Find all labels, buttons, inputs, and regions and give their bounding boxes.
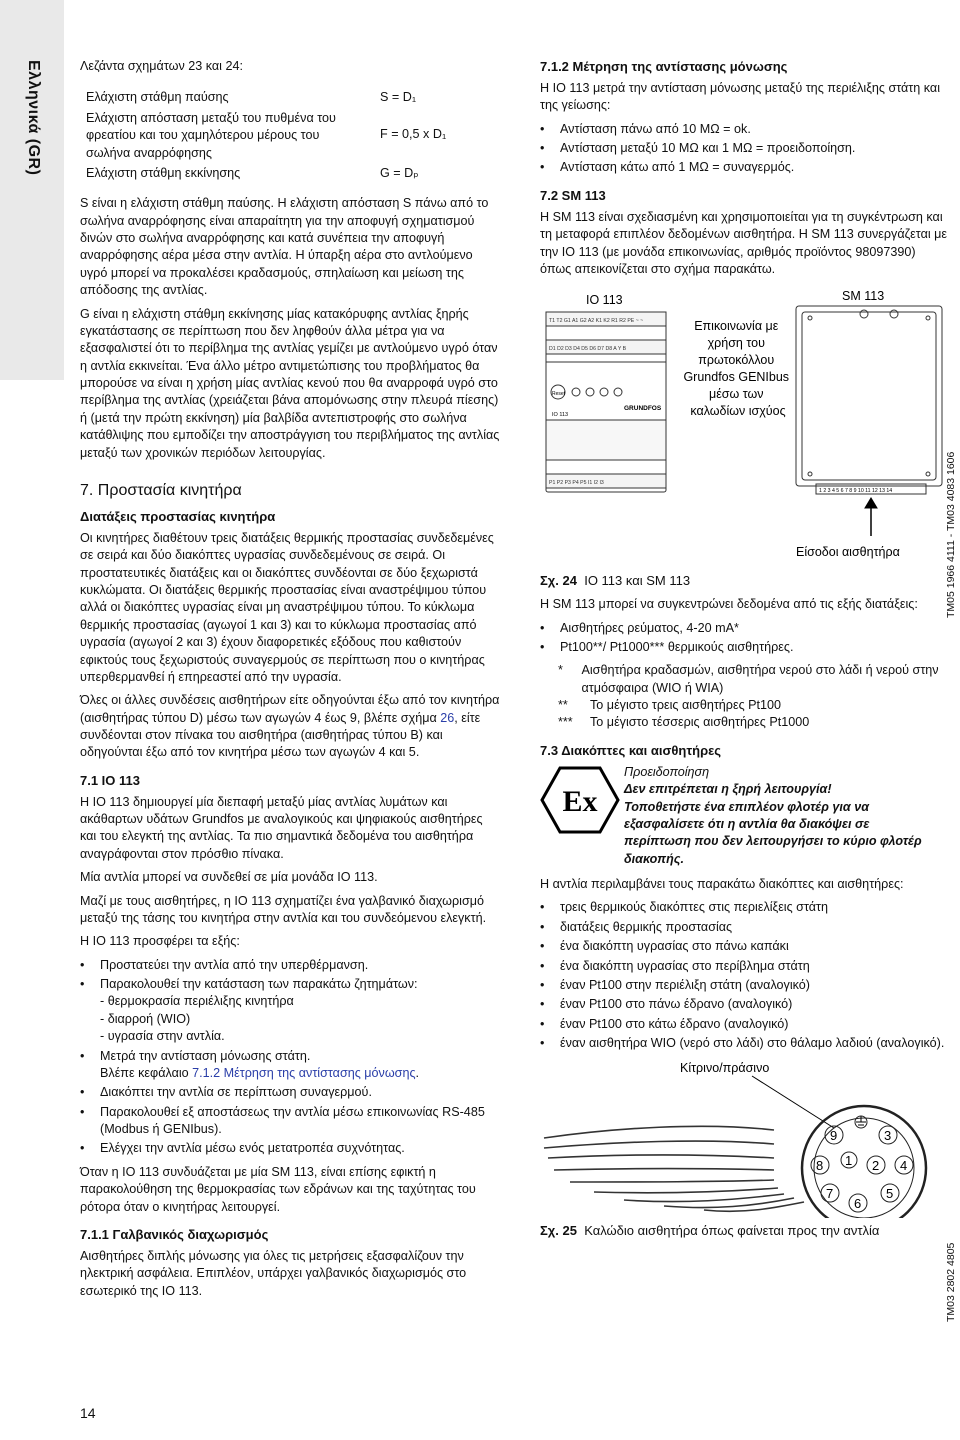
pin-label: 8 <box>816 1158 824 1174</box>
footnote: ** Το μέγιστο τρεις αισθητήρες Pt100 <box>558 698 782 713</box>
list-item: • Προστατεύει την αντλία από την υπερθέρμανση. <box>80 957 500 974</box>
pin-label: 1 <box>845 1153 853 1169</box>
legend-row <box>86 89 500 109</box>
list-item: • ένα διακόπτη υγρασίας στο πάνω καπάκι <box>540 938 950 955</box>
paragraph-73: Η αντλία περιλαμβάνει τους παρακάτω διακόπτες και αισθητήρες: <box>540 877 904 891</box>
language-sidebar <box>0 0 64 380</box>
paragraph-71d: Η IO 113 προσφέρει τα εξής: <box>80 934 240 949</box>
section-72-heading: 7.2 SM 113 <box>540 187 606 203</box>
sensor-wires <box>544 1127 804 1212</box>
chapter-712-link[interactable]: 7.1.2 Μέτρηση της αντίστασης μόνωσης <box>192 1065 416 1080</box>
list-item: • έναν Pt100 στην περιέλιξη στάτη (αναλογικό) <box>540 977 950 994</box>
paragraph-sm: Η SM 113 μπορεί να συγκεντρώνει δεδομένα από τις εξής διατάξεις: <box>540 597 918 612</box>
figure-25-drawing <box>534 1058 954 1218</box>
figure-25-caption: Σχ. 25 Καλώδιο αισθητήρα όπως φαίνεται προς την αντλία <box>540 1223 880 1239</box>
sm113-list <box>540 620 950 657</box>
figure-25 <box>534 1058 954 1218</box>
paragraph-72: Η SM 113 είναι σχεδιασμένη και χρησιμοποιείται για τη συγκέντρωση και τη μεταφορά επιπλέον δεδομένων αισθητήρα. Η SM 113 συνεργάζεται με την IO 113 (με μονάδα επικοινωνίας, αριθμός προϊόντος 98097390) όπως απεικονίζεται στο σχήμα παρακάτω. <box>540 209 948 276</box>
pin-label: 5 <box>886 1186 894 1202</box>
list-item: • έναν αισθητήρα WIO (νερό στο λάδι) στο θάλαμο λαδιού (αναλογικό). <box>540 1035 950 1052</box>
sm113-module <box>796 306 942 494</box>
list-item: • Αντίσταση κάτω από 1 MΩ = συναγερμός. <box>540 159 950 176</box>
svg-text:Ex: Ex <box>562 784 598 818</box>
language-label: Ελληνικά (GR) <box>25 60 42 176</box>
sm113-label: SM 113 <box>842 289 885 304</box>
legend-row <box>86 165 500 185</box>
right-column <box>540 58 950 1246</box>
section-7-heading: 7. Προστασία κινητήρα <box>80 481 242 499</box>
list-item: • Αντίσταση μεταξύ 10 MΩ και 1 MΩ = προειδοποίηση. <box>540 140 950 157</box>
figure-25-tm-code: TM03 2802 4805 <box>945 1242 957 1322</box>
io113-name: IO 113 <box>552 412 569 419</box>
paragraph-71a: Η IO 113 δημιουργεί μία διεπαφή μεταξύ μίας αντλίας λυμάτων και ακάθαρτων υδάτων Grundfos με αναλογικούς και ψηφιακούς αισθητήρες και του ελεγκτή της αντλίας. Τα πιο σημαντικά δεδομένα του αισθητήρα αναγράφονται στον πρόσθιο πίνακα. <box>80 794 483 861</box>
figure-24-caption: Σχ. 24 IO 113 και SM 113 <box>540 573 691 589</box>
list-item: • έναν Pt100 στο κάτω έδρανο (αναλογικό) <box>540 1016 950 1033</box>
section-71-heading: 7.1 IO 113 <box>80 772 140 788</box>
legend-title: Λεζάντα σχημάτων 23 και 24: <box>80 59 243 73</box>
legend-table <box>86 89 500 185</box>
figure-24-drawing <box>534 284 954 564</box>
list-item: • Αισθητήρες ρεύματος, 4-20 mA* <box>540 620 950 637</box>
pin-label: 6 <box>854 1196 862 1212</box>
list-item: • Αντίσταση πάνω από 10 MΩ = ok. <box>540 121 950 138</box>
connector-pins <box>816 1128 907 1211</box>
paragraph-g: G είναι η ελάχιστη στάθμη εκκίνησης μίας κατακόρυφης αντλίας ξηρής εγκατάστασης σε περίπτωση που δεν ληφθούν άλλα μέτρα για να εξασφαλιστεί ότι το περίβλημα της αντλίας γεμίζει με αντλούμενο υγρό όταν η αντλία εκκινείται. Ένα άλλο μέτρο αντιμετώπισης του προβλήματος θα μπορούσε να είναι η χρήση μίας αντλίας κενού που θα αναρροφά υγρό στο περίβλημα της αντλίας (χρειάζεται βάνα απομόνωσης στην πλευρά πίεσης) ή (μετά την πρώτη εκκίνηση) μία βαλβίδα αντεπιστροφής στο σωλήνα κατάθλιψης που εμποδίζει την αποστράγγιση του περιβλήματος της αντλίας μεταξύ των χρονικών περιόδων λειτουργίας. <box>80 306 500 460</box>
list-item: • έναν Pt100 στο πάνω έδρανο (αναλογικό) <box>540 996 950 1013</box>
warning-text <box>624 764 924 868</box>
list-item: • Ελέγχει την αντλία μέσω ενός μετατροπέα συχνότητας. <box>80 1140 500 1157</box>
pin-label: 9 <box>830 1128 838 1144</box>
sensor-inputs-label: Είσοδοι αισθητήρα <box>796 545 900 560</box>
list-item: • τρεις θερμικούς διακόπτες στις περιελίξεις στάτη <box>540 899 950 916</box>
legend-value: S = D₁ <box>380 90 417 105</box>
footnotes <box>558 662 950 732</box>
left-column <box>80 58 500 1306</box>
paragraph-s: S είναι η ελάχιστη στάθμη παύσης. Η ελάχιστη απόσταση S πάνω από το σωλήνα αναρρόφησης είναι απαραίτητη για την αποφυγή σχηματισμού δινών στο σωλήνα αναρρόφησης και κατά συνέπεια την αποφυγή αναρρόφησης αέρα μέσα στην αντλία. Η ύπαρξη αέρα στο αντλούμενο υγρό μπορεί να προκαλέσει κραδασμούς, σπηλαίωση και μείωση της απόδοσης της αντλίας. <box>80 196 489 298</box>
paragraph-71e: Όταν η IO 113 συνδυάζεται με μία SM 113, είναι επίσης εφικτή η παρακολούθηση της θερμοκρασίας των εδράνων και της ταχύτητας του ρότορα όταν ο κινητήρας λειτουργεί. <box>80 1164 476 1214</box>
sub-item: - θερμοκρασία περιέλιξης κινητήρα <box>100 994 294 1009</box>
list-item: • ένα διακόπτη υγρασίας στο περίβλημα στάτη <box>540 958 950 975</box>
warning-box <box>540 764 950 868</box>
paragraph-7b: Όλες οι άλλες συνδέσεις αισθητήρων είτε οδηγούνται έξω από τον κινητήρα (αισθητήρας τύπου D) μέσω των αγωγών 4 έως 9, βλέπε σχήμα 26, είτε συνδέονται στον πίνακα του αισθητήρα (αισθητήρας τύπου B) και οδηγούνται έξω από τον κινητήρα μέσω των αγωγών 4 και 5. <box>80 693 500 760</box>
sensor-input-arrow <box>865 498 877 536</box>
paragraph-711: Αισθητήρες διπλής μόνωσης για όλες τις μετρήσεις εξασφαλίζουν την ηλεκτρική ασφάλεια. Επιπλέον, υπάρχει γαλβανικός διαχωρισμός στο εσωτερικό της IO 113. <box>80 1248 467 1298</box>
paragraph-7a: Οι κινητήρες διαθέτουν τρεις διατάξεις θερμικής προστασίας συνδεδεμένες σε σειρά και δύο διακόπτες υγρασίας συνδεδεμένους σε σειρά. Οι προστατευτικές διατάξεις και οι διακόπτες συνδέονται σε δύο ξεχωριστά κυκλώματα. Οι διατάξεις θερμικής προστασίας είναι αναστρέψιμου τύπου αλλά οι διακόπτες υγρασίας είναι μη αναστρέψιμου τύπου. Το κύκλωμα θερμικής προστασίας (αγωγοί 1 και 3) και το κύκλωμα προστασίας από υγρασία (αγωγοί 2 και 3) έχουν διαφορετικές εξόδους που καθιστούν εφικτούς τους ξεχωριστούς συναγερμούς σε περίπτωση που ο κινητήρας υπερθερμανθεί ή επηρεαστεί από την υγρασία. <box>80 530 494 684</box>
list-item: • Μετρά την αντίσταση μόνωσης στάτη. Βλέπε κεφάλαιο 7.1.2 Μέτρηση της αντίστασης μόνωσης. <box>80 1048 500 1083</box>
pin-label: 2 <box>872 1158 880 1174</box>
legend-row <box>86 110 500 165</box>
io113-label: IO 113 <box>586 293 623 308</box>
warning-line-1: Δεν επιτρέπεται η ξηρή λειτουργία! <box>624 782 832 797</box>
section-73-heading: 7.3 Διακόπτες και αισθητήρες <box>540 742 722 758</box>
sm113-terminal-numbers: 1 2 3 4 5 6 7 8 9 10 11 12 13 14 <box>819 488 893 495</box>
legend-label: Ελάχιστη στάθμη εκκίνησης <box>86 165 241 180</box>
list-item: • διατάξεις θερμικής προστασίας <box>540 919 950 936</box>
paragraph-71b: Μία αντλία μπορεί να συνδεθεί σε μία μονάδα IO 113. <box>80 870 378 885</box>
section-712-heading: 7.1.2 Μέτρηση της αντίστασης μόνωσης <box>540 59 788 74</box>
io113-top-terminals: T1 T2 G1 A1 G2 A2 K1 K2 R1 R2 PE ~ ~ <box>549 318 644 325</box>
pin-label: 4 <box>900 1158 908 1174</box>
switches-list <box>540 899 950 1052</box>
list-item: • Παρακολουθεί την κατάσταση των παρακάτω ζητημάτων: - θερμοκρασία περιέλιξης κινητήρα - διαρροή (WIO) - υγρασία στην αντλία. <box>80 976 500 1046</box>
io113-module <box>546 312 666 492</box>
io113-feature-list <box>80 957 500 1158</box>
pin-label: 3 <box>884 1128 892 1144</box>
communication-text: Επικοινωνία με χρήση του πρωτοκόλλου Grundfos GENIbus μέσω των καλωδίων ισχύος <box>683 319 790 419</box>
sub-item: - υγρασία στην αντλία. <box>100 1029 225 1044</box>
legend-label: Ελάχιστη στάθμη παύσης <box>86 90 229 105</box>
figure-24 <box>534 284 954 564</box>
sub-item: - διαρροή (WIO) <box>100 1011 191 1026</box>
legend-label: Ελάχιστη απόσταση μεταξύ του πυθμένα του φρεατίου και του χαμηλότερου μέρους του σωλήνα αναρρόφησης <box>86 110 336 160</box>
pin-label: 7 <box>826 1186 834 1202</box>
io113-reset: Reset <box>552 391 566 398</box>
section-711-heading: 7.1.1 Γαλβανικός διαχωρισμός <box>80 1226 269 1242</box>
paragraph-71c: Μαζί με τους αισθητήρες, η IO 113 σχηματίζει ένα γαλβανικό διαχωρισμό μεταξύ της τάσης του κινητήρα στην αντλία και του συνδεόμενου ελεγκτή. <box>80 893 487 925</box>
list-item: • Παρακολουθεί εξ αποστάσεως την αντλία μέσω επικοινωνίας RS-485 (Modbus ή GENIbus). <box>80 1104 500 1139</box>
paragraph-712: Η IO 113 μετρά την αντίσταση μόνωσης μεταξύ της περιέλιξης στάτη και της γείωσης: <box>540 80 940 113</box>
legend-value: F = 0,5 x D₁ <box>380 126 447 141</box>
legend-value: G = Dₚ <box>380 165 419 180</box>
list-item: • Διακόπτει την αντλία σε περίπτωση συναγερμού. <box>80 1084 500 1101</box>
warning-heading: Προειδοποίηση <box>624 764 710 779</box>
figure-24-tm-code: TM05 1966 4111 - TM03 4083 1606 <box>945 451 957 618</box>
footnote: * Αισθητήρα κραδασμών, αισθητήρα νερού στο λάδι ή νερού στην ατμόσφαιρα (WIO ή WIA) <box>558 663 939 695</box>
grundfos-logo: GRUNDFOS <box>624 405 662 413</box>
ex-hexagon-icon <box>540 764 620 836</box>
footnote: *** Το μέγιστο τέσσερις αισθητήρες Pt1000 <box>558 715 810 730</box>
section-7-subheading: Διατάξεις προστασίας κινητήρα <box>80 508 276 524</box>
resistance-list <box>540 121 950 177</box>
warning-line-2: Τοποθετήστε ένα επιπλέον φλοτέρ για να εξασφαλίσετε ότι η αντλία θα διακόψει σε περίπτωση που δεν λειτουργήσει το κύριο φλοτέρ διακοπής. <box>624 799 922 866</box>
page-number: 14 <box>80 1405 96 1421</box>
io113-bottom-terminals: P1 P2 P3 P4 P5 I1 I2 I3 <box>549 480 604 487</box>
list-item: • Pt100**/ Pt1000*** θερμικούς αισθητήρες. <box>540 639 950 656</box>
io113-mid-terminals: D1 D2 D3 D4 D5 D6 D7 D8 A Y B <box>549 346 627 353</box>
yellow-green-label: Κίτρινο/πράσινο <box>680 1061 770 1076</box>
figure-26-link[interactable]: 26 <box>440 710 455 725</box>
